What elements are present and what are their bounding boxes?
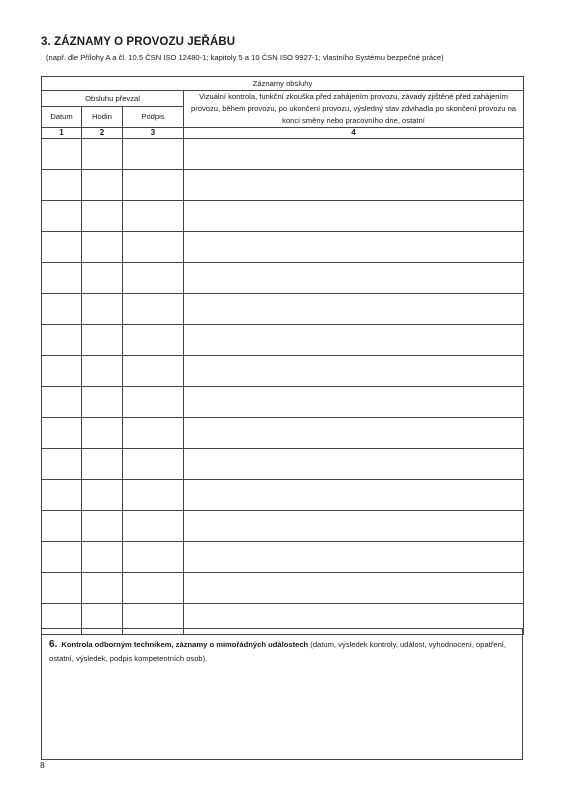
cell-signature[interactable] [123,232,184,263]
cell-hours[interactable] [82,263,123,294]
column-number-2: 2 [82,128,123,139]
section-title: 3. ZÁZNAMY O PROVOZU JEŘÁBU [41,36,236,48]
operation-log-table [41,76,524,635]
cell-record[interactable] [184,449,524,480]
cell-hours[interactable] [82,170,123,201]
cell-date[interactable] [42,294,82,325]
cell-hours[interactable] [82,232,123,263]
cell-record[interactable] [184,325,524,356]
cell-hours[interactable] [82,542,123,573]
cell-signature[interactable] [123,511,184,542]
cell-record[interactable] [184,263,524,294]
cell-record[interactable] [184,356,524,387]
log-row [42,511,524,542]
cell-record[interactable] [184,511,524,542]
cell-record[interactable] [184,387,524,418]
log-row [42,170,524,201]
cell-record[interactable] [184,201,524,232]
column-header-signature: Podpis [123,107,184,128]
cell-hours[interactable] [82,356,123,387]
log-row [42,325,524,356]
cell-hours[interactable] [82,201,123,232]
log-row [42,356,524,387]
cell-date[interactable] [42,573,82,604]
cell-hours[interactable] [82,139,123,170]
cell-record[interactable] [184,542,524,573]
cell-signature[interactable] [123,480,184,511]
log-row [42,263,524,294]
column-number-1: 1 [42,128,82,139]
cell-record[interactable] [184,170,524,201]
description-header: Vizuální kontrola, funkční zkouška před zahájením provozu, závady zjištěné před zahájením provozu, během provozu, po ukončení provozu, výsledný stav zdvihadla po skončení provozu na konci směny nebo pracovního dne, ostatní [184,91,524,128]
cell-hours[interactable] [82,573,123,604]
column-number-3: 3 [123,128,184,139]
cell-signature[interactable] [123,449,184,480]
cell-date[interactable] [42,139,82,170]
log-row [42,139,524,170]
cell-hours[interactable] [82,387,123,418]
cell-hours[interactable] [82,418,123,449]
section-number: 6. [49,639,58,650]
cell-signature[interactable] [123,387,184,418]
log-row [42,542,524,573]
log-row [42,480,524,511]
cell-date[interactable] [42,511,82,542]
log-row [42,418,524,449]
operator-records-header: Záznamy obsluhy [42,77,524,91]
cell-record[interactable] [184,294,524,325]
column-header-date: Datum [42,107,82,128]
cell-record[interactable] [184,139,524,170]
page-number: 8 [40,760,45,770]
cell-signature[interactable] [123,170,184,201]
technician-inspection-box [41,628,523,760]
cell-signature[interactable] [123,325,184,356]
cell-record[interactable] [184,480,524,511]
cell-hours[interactable] [82,294,123,325]
cell-signature[interactable] [123,573,184,604]
log-row [42,232,524,263]
cell-record[interactable] [184,573,524,604]
cell-date[interactable] [42,263,82,294]
cell-date[interactable] [42,232,82,263]
cell-date[interactable] [42,418,82,449]
technician-inspection-description: (datum, výsledek kontroly, událost, vyhodnocení, opatření, ostatní, výsledek, podpis kompetentních osob). [49,640,507,663]
cell-date[interactable] [42,387,82,418]
cell-signature[interactable] [123,542,184,573]
cell-date[interactable] [42,356,82,387]
cell-hours[interactable] [82,449,123,480]
cell-signature[interactable] [123,294,184,325]
cell-hours[interactable] [82,511,123,542]
cell-signature[interactable] [123,263,184,294]
cell-signature[interactable] [123,418,184,449]
cell-date[interactable] [42,170,82,201]
technician-inspection-title: Kontrola odborným technikem, záznamy o mimořádných událostech [61,640,309,649]
log-row [42,573,524,604]
cell-signature[interactable] [123,356,184,387]
cell-date[interactable] [42,542,82,573]
cell-hours[interactable] [82,480,123,511]
column-number-4: 4 [184,128,524,139]
cell-hours[interactable] [82,325,123,356]
log-row [42,201,524,232]
log-row [42,449,524,480]
cell-signature[interactable] [123,201,184,232]
cell-date[interactable] [42,325,82,356]
cell-date[interactable] [42,201,82,232]
cell-record[interactable] [184,418,524,449]
handover-header: Obsluhu převzal [42,91,184,107]
section-subtitle: (např. dle Přílohy A a čl. 10.5 ČSN ISO 12480-1; kapitoly 5 a 10 ČSN ISO 9927-1; vlastního Systému bezpečné práce) [46,53,444,62]
log-row [42,294,524,325]
cell-record[interactable] [184,232,524,263]
log-row [42,387,524,418]
technician-inspection-text [49,638,509,666]
cell-date[interactable] [42,449,82,480]
cell-signature[interactable] [123,139,184,170]
cell-date[interactable] [42,480,82,511]
column-header-hours: Hodin [82,107,123,128]
